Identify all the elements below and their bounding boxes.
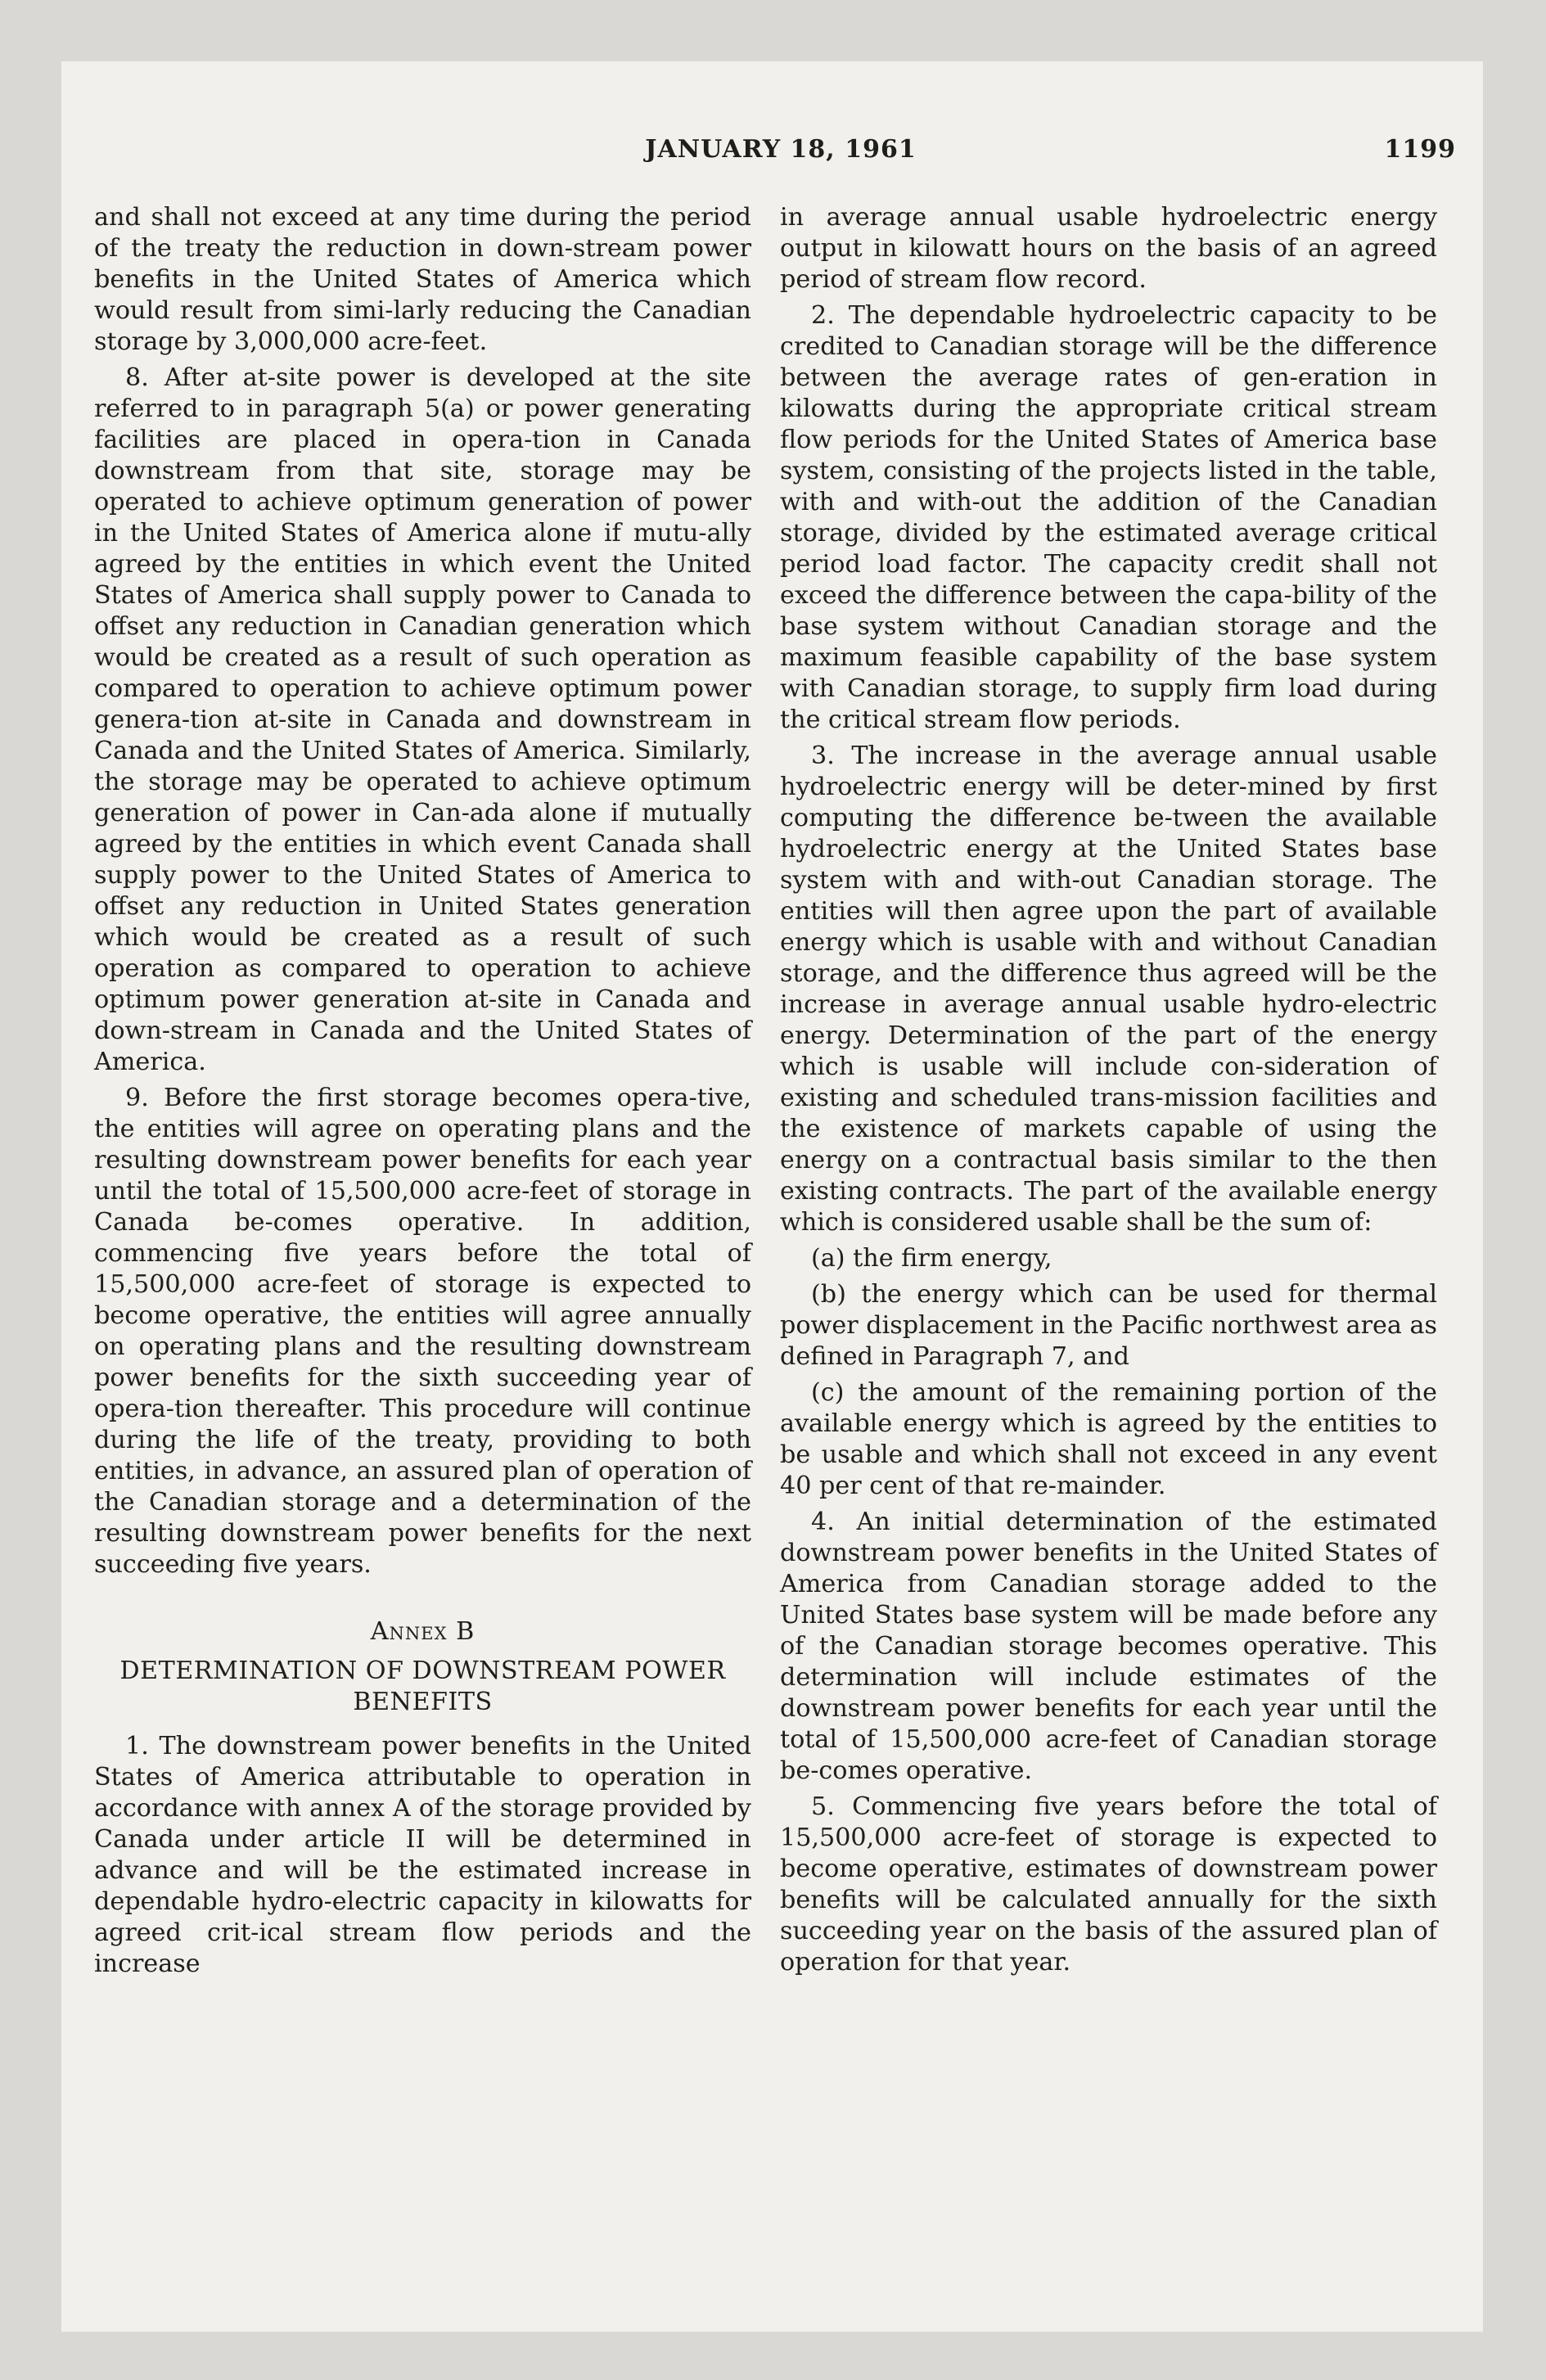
annex-paragraph-4: 4. An initial determination of the estimated downstream power benefits in the United States of America from Canadian storage added to the United States base system will be made before any of the Canadian storage becomes operative. This determination will include estimates of the downstream power benefits for each year until the total of 15,500,000 acre-feet of Canadian storage be-comes operative.: [780, 1508, 1437, 1785]
paragraph-continued: and shall not exceed at any time during the period of the treaty the reduction in down-stream power benefits in the United States of America which would result from simi-larly reducing the Canadian storage by 3,000,000 acre-feet.: [94, 203, 751, 356]
paragraph-8: 8. After at-site power is developed at the site referred to in paragraph 5(a) or power generating facilities are placed in opera-tion in Canada downstream from that site, storage may be operated to achieve optimum generation of power in the United States of America alone if mutu-ally agreed by the entities in which event the United States of America shall supply power to Canada to offset any reduction in Canadian generation which would be created as a result of such operation as compared to operation to achieve optimum power genera-tion at-site in Canada and downstream in Canada and the United States of America. Similarly, the storage may be operated to achieve optimum generation of power in Can-ada alone if mutually agreed by the entities in which event Canada shall supply power to the United States of America to offset any reduction in United States generation which would be created as a result of such operation as compared to operation to achieve optimum power generation at-site in Canada and down-stream in Canada and the United States of America.: [94, 363, 751, 1076]
left-column: [94, 202, 751, 1985]
list-item-a: (a) the firm energy,: [811, 1244, 1052, 1273]
paragraph-continued-right: in average annual usable hydroelectric energy output in kilowatt hours on the basis of an agreed period of stream flow record.: [780, 203, 1437, 294]
annex-heading: DETERMINATION OF DOWNSTREAM POWER BENEFITS: [119, 1657, 726, 1716]
annex-paragraph-3: 3. The increase in the average annual usable hydroelectric energy will be deter-mined by first computing the difference be-tween the available hydroelectric energy at the United States base system with and with-out Canadian storage. The entities will then agree upon the part of available energy which is usable with and without Canadian storage, and the difference thus agreed will be the increase in average annual usable hydro-electric energy. Determination of the part of the energy which is usable will include con-sideration of existing and scheduled trans-mission facilities and the existence of markets capable of using the energy on a contractual basis similar to the then existing contracts. The part of the available energy which is considered usable shall be the sum of:: [780, 741, 1437, 1237]
paragraph-9: 9. Before the first storage becomes opera-tive, the entities will agree on operating plans and the resulting downstream power benefits for each year until the total of 15,500,000 acre-feet of storage in Canada be-comes operative. In addition, commencing five years before the total of 15,500,000 acre-feet of storage is expected to become operative, the entities will agree annually on operating plans and the resulting downstream power benefits for the sixth succeeding year of opera-tion thereafter. This procedure will continue during the life of the treaty, providing to both entities, in advance, an assured plan of operation of the Canadian storage and a determination of the resulting downstream power benefits for the next succeeding five years.: [94, 1084, 751, 1579]
page-number: 1199: [1384, 135, 1456, 164]
annex-title: Annex B: [370, 1617, 476, 1646]
annex-paragraph-2: 2. The dependable hydroelectric capacity to be credited to Canadian storage will be the difference between the average rates of gen-eration in kilowatts during the appropriate critical stream flow periods for the United States of America base system, consisting of the projects listed in the table, with and with-out the addition of the Canadian storage, divided by the estimated average critical period load factor. The capacity credit shall not exceed the difference between the capa-bility of the base system without Canadian storage and the maximum feasible capability of the base system with Canadian storage, to supply firm load during the critical stream flow periods.: [780, 301, 1437, 734]
list-item-b: (b) the energy which can be used for thermal power displacement in the Pacific northwest area as defined in Paragraph 7, and: [780, 1280, 1437, 1371]
list-item-c: (c) the amount of the remaining portion of the available energy which is agreed by the entities to be usable and which shall not exceed in any event 40 per cent of that re-mainder.: [780, 1378, 1437, 1500]
right-column: [780, 202, 1437, 1983]
document-page: [61, 61, 1483, 2332]
header-date: JANUARY 18, 1961: [645, 135, 917, 164]
annex-paragraph-1: 1. The downstream power benefits in the United States of America attributable to operation in accordance with annex A of the storage provided by Canada under article II will be determined in advance and will be the estimated increase in dependable hydro-electric capacity in kilowatts for agreed crit-ical stream flow periods and the increase: [94, 1732, 751, 1978]
page-header: [94, 135, 1467, 184]
annex-paragraph-5: 5. Commencing five years before the total of 15,500,000 acre-feet of storage is expected to become operative, estimates of downstream power benefits will be calculated annually for the sixth succeeding year on the basis of the assured plan of operation for that year.: [780, 1792, 1437, 1977]
